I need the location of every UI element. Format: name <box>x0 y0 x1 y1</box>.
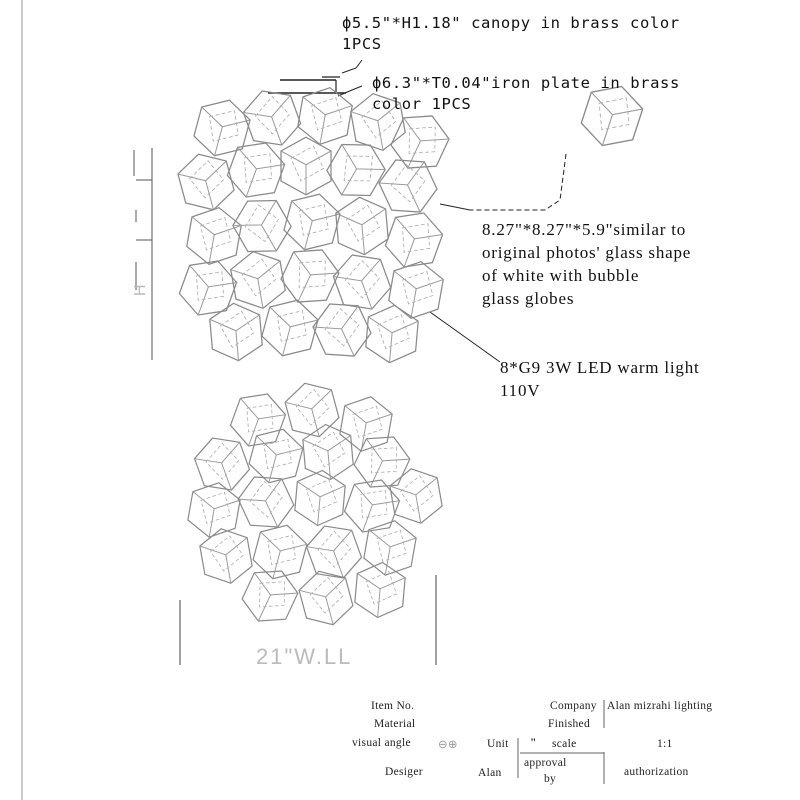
glass-cube <box>228 247 287 312</box>
glass-line-1: 8.27"*8.27"*5.9"similar to <box>482 220 687 239</box>
tb-scale: scale <box>552 738 577 750</box>
height-dimension <box>134 148 152 360</box>
glass-line-3: of white with bubble <box>482 266 640 285</box>
tb-designer-value: Alan <box>478 767 502 779</box>
glass-cube <box>294 468 347 527</box>
tb-designer: Desiger <box>385 766 423 778</box>
glass-cube <box>354 560 407 619</box>
glass-cube <box>184 203 243 268</box>
tb-finished: Finished <box>548 718 591 730</box>
glass-cube <box>338 393 395 456</box>
canopy-annotation <box>342 13 680 55</box>
tb-company-value: Alan mizrahi lighting <box>607 700 713 712</box>
glass-cube <box>281 137 331 195</box>
canopy-line-2: 1PCS <box>342 35 382 53</box>
canopy-line-1: ϕ5.5"*H1.18" canopy in brass color <box>342 14 680 32</box>
glass-cube <box>190 94 253 162</box>
width-dimension-label: 21"W.LL <box>256 644 353 669</box>
glass-cube <box>381 204 448 275</box>
tb-visual-angle: visual angle <box>352 737 411 749</box>
tb-item-no: Item No. <box>371 700 415 712</box>
height-dimension-label: H <box>132 282 149 296</box>
glass-cube <box>250 519 311 585</box>
glass-cube <box>302 518 366 586</box>
tb-unit-value: " <box>530 737 537 749</box>
glass-cube <box>386 257 445 322</box>
tb-approval: approval <box>524 757 567 769</box>
glass-cube <box>190 430 254 498</box>
iron-plate-line-2: color 1PCS <box>372 95 472 113</box>
tb-scale-value: 1:1 <box>657 738 673 750</box>
tb-authorization: authorization <box>624 766 689 778</box>
glass-cube <box>302 422 355 481</box>
glass-cube <box>174 148 237 216</box>
glass-cube <box>329 246 396 317</box>
iron-plate-line-1: ϕ6.3"*T0.04"iron plate in brass <box>372 74 680 92</box>
glass-cube <box>280 188 343 256</box>
iron-plate-annotation <box>372 73 680 115</box>
light-line-1: 8*G9 3W LED warm light <box>500 358 700 377</box>
glass-cube <box>365 303 420 365</box>
glass-cube <box>307 293 377 366</box>
tb-material: Material <box>374 718 416 730</box>
glass-line-2: original photos' glass shape <box>482 243 692 262</box>
tb-company: Company <box>550 700 597 712</box>
top-view-cluster <box>186 377 445 631</box>
glass-cube <box>209 301 264 363</box>
glass-cube <box>373 149 443 222</box>
tb-angle-symbol: ⊖⊕ <box>438 739 458 751</box>
light-annotation <box>500 356 700 402</box>
glass-cube <box>237 561 304 631</box>
canopy-shape <box>280 77 340 92</box>
glass-cube <box>335 195 390 257</box>
front-view-cluster <box>174 82 454 366</box>
glass-cube <box>175 252 242 323</box>
glass-line-4: glass globes <box>482 289 575 308</box>
light-line-2: 110V <box>500 381 541 400</box>
tb-unit: Unit <box>487 738 509 750</box>
glass-cube <box>186 479 243 542</box>
glass-annotation <box>482 218 691 310</box>
tb-approval-by: by <box>544 773 557 785</box>
glass-cube <box>226 386 290 454</box>
